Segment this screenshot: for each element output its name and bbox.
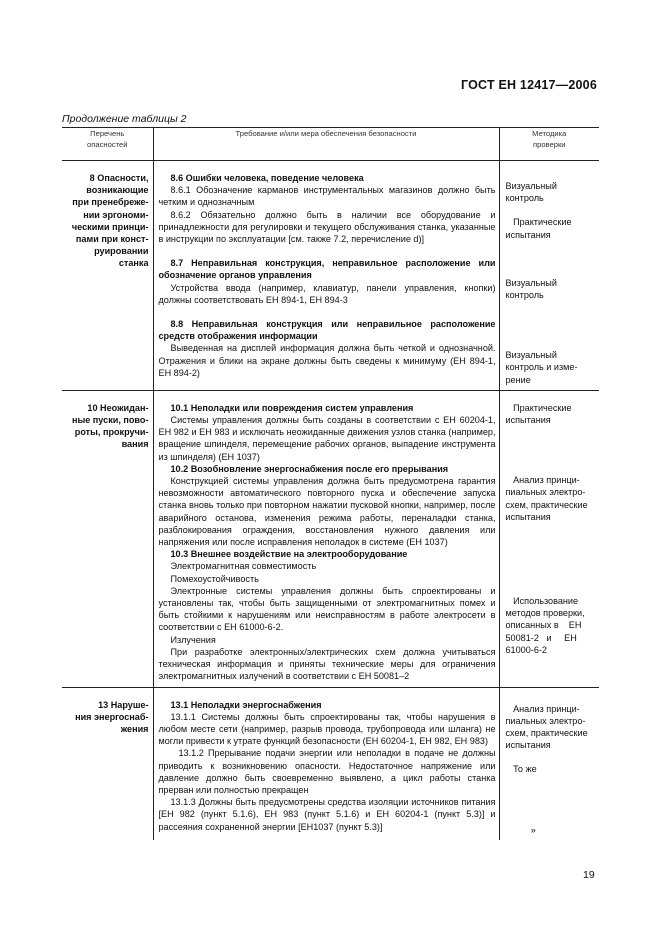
table-row (62, 161, 599, 391)
table-body (62, 161, 599, 840)
hazard-line: 10 Неожидан- (87, 402, 149, 413)
paragraph-gap (159, 306, 496, 318)
verification-line: пиальных электро- (505, 715, 586, 726)
verification-line: контроль и изме- (505, 362, 578, 373)
hazard-line: пами при конст- (75, 234, 149, 245)
requirement-paragraph: Выведенная на дисплей информация должна быть четкой и однозначной. Отражения и блики на экране должны быть сведены к минимуму (ЕН 894-1, ЕН 894-2) (158, 343, 496, 378)
requirement-cell (153, 161, 499, 391)
verification-method (506, 763, 599, 775)
verification-line: Анализ принци- (505, 703, 580, 714)
verification-line: испытания (505, 740, 551, 751)
hazard-line: ческими принци- (71, 221, 149, 232)
requirement-paragraph: Излучения (170, 634, 216, 645)
verification-method (506, 824, 599, 836)
verification-line: Анализ принци- (505, 475, 580, 486)
hazard-line: станка (118, 258, 149, 269)
requirement-paragraph: 13.1.3 Должны быть предусмотрены средства изоляции источников питания [ЕН 982 (пункт 5.1.6), ЕН 983 (пункт 5.1.6) и ЕН 60204-1 (пункт 5.3)] и рассеяния сохраненной энергии [ЕН1037 (пункт 5.3)] (158, 797, 496, 832)
table-row (62, 687, 599, 840)
verification-line: Визуальный (505, 277, 557, 288)
requirement-cell (153, 390, 499, 687)
requirement-paragraph: 8.6.1 Обозначение карманов инструментальных магазинов должно быть четким и однозначным (158, 185, 496, 208)
hazard-line: возникающие (86, 185, 149, 196)
verification-line: рение (505, 374, 531, 385)
table-header-row (62, 128, 599, 161)
verification-line: Использование (505, 596, 579, 607)
verification-line: То же (505, 764, 537, 775)
verification-line: Практические (505, 217, 572, 228)
verification-line: испытания (505, 415, 551, 426)
verification-line: 61000-6-2 (505, 644, 547, 655)
column-header-hazards (62, 128, 153, 161)
requirement-paragraph: Конструкцией системы управления должна быть предусмотрена гарантия невозможности автоматического повторного пуска и обеспечение запуска станка вновь только при повторном нажатии пусковой кнопки, например, после аварийного останова, изменения режима работы, переналадки станка, разблокирования ограждения, восстановления нужного давления или напряжения или после исправления неполадок в системе (ЕН 1037) (158, 476, 496, 548)
verification-line: описанных в ЕН (505, 620, 582, 631)
paragraph-gap (159, 245, 496, 257)
requirement-paragraph: Системы управления должны быть созданы в соответствии с ЕН 60204-1, ЕН 982 и ЕН 983 и исключать неожиданные движения узлов станка (например, вращение шпинделя, перемещение рабочих органов, выпадение инструмента из шпинделя) (ЕН 1037) (158, 415, 496, 462)
column-header-line: опасностей (87, 140, 128, 149)
verification-line: испытания (505, 229, 551, 240)
hazard-line: при пренебреже- (72, 197, 149, 208)
requirement-heading: 8.8 Неправильная конструкция или неправильное расположение средств отображения информации (158, 319, 496, 342)
hazard-line: вания (121, 439, 149, 450)
requirement-paragraph: 8.6.2 Обязательно должно быть в наличии все оборудование и принадлежности для регулировки и текущего обслуживания станка, указанные в инструкции по эксплуатации [см. также 7.2, перечисление d)] (158, 209, 496, 245)
verification-line: Практические (505, 402, 572, 413)
requirement-paragraph: Электронные системы управления должны быть спроектированы и установлены так, чтобы быть защищенными от электромагнитных помех и быть стойкими к нарушениям или неисправностям в работе электросети в соответствии с ЕН 61000-6-2. (158, 585, 496, 633)
column-header-line: Перечень (90, 129, 125, 138)
hazard-line: 8 Опасности, (89, 173, 149, 183)
verification-line: схем, практические (505, 499, 588, 510)
column-header-requirements (153, 128, 499, 161)
verification-method (506, 180, 599, 204)
verification-line: контроль (505, 193, 544, 204)
hazard-cell (62, 390, 153, 687)
verification-cell (499, 390, 599, 687)
table-row (62, 390, 599, 687)
requirement-heading: 10.3 Внешнее воздействие на электрооборудование (170, 549, 408, 560)
requirement-heading: 10.2 Возобновление энергоснабжения после его прерывания (170, 463, 449, 474)
hazard-line: руировании (94, 246, 149, 257)
hazard-line: ные пуски, пово- (71, 415, 149, 426)
hazard-line: 13 Наруше- (98, 699, 149, 710)
requirement-paragraph: Помехоустойчивость (170, 573, 259, 584)
safety-requirements-table (62, 127, 599, 840)
table-continuation-caption: Продолжение таблицы 2 (62, 113, 187, 125)
hazard-line: нии эргономи- (83, 209, 149, 220)
verification-line: 50081-2 и ЕН (505, 632, 577, 643)
hazard-line: жения (120, 723, 149, 734)
hazard-cell (62, 161, 153, 391)
verification-line: контроль (505, 290, 544, 301)
requirement-paragraph: 13.1.1 Системы должны быть спроектированы так, чтобы нарушения в любом месте сети (например, разрыв провода, трубопровода или шланга) не могли привести к утрате функций безопасности (ЕН 60204-1, ЕН 982, ЕН 983) (158, 711, 496, 747)
verification-method (506, 349, 599, 386)
verification-method (506, 216, 599, 240)
column-header-line: Методика (532, 129, 567, 138)
column-header-line: Требование и/или мера обеспечения безопасности (235, 129, 417, 138)
requirement-cell (153, 687, 499, 840)
hazard-line: ния энергоснаб- (75, 711, 149, 722)
verification-line: методов проверки, (505, 608, 585, 619)
document-standard-number: ГОСТ ЕН 12417—2006 (461, 78, 597, 92)
requirement-paragraph: При разработке электронных/электрических схем должна учитываться техническая информация и приняты технические меры для ограничения электромагнитных излучений в соответствии с ЕН 50081–2 (158, 646, 496, 682)
requirement-heading: 13.1 Неполадки энергоснабжения (170, 699, 322, 710)
requirement-paragraph: Устройства ввода (например, клавиатур, панели управления, кнопки) должны соответствовать ЕН 894-1, ЕН 894-3 (158, 282, 496, 305)
requirement-heading: 10.1 Неполадки или повреждения систем управления (170, 402, 414, 413)
verification-method (506, 402, 599, 426)
verification-line: » (505, 824, 536, 835)
requirement-paragraph: 13.1.2 Прерывание подачи энергии или неполадки в подаче не должны приводить к возникновению опасности. Недостаточное напряжение или давление должно быть своевременно выявлено, а цикл работы станка прерван или полностью прекращен (158, 748, 496, 795)
requirement-paragraph: Электромагнитная совместимость (170, 561, 317, 572)
column-header-line: проверки (532, 140, 566, 149)
hazard-line: роты, прокручи- (74, 427, 149, 438)
verification-method (506, 277, 599, 301)
verification-line: испытания (505, 511, 551, 522)
verification-method (506, 703, 599, 752)
verification-cell (499, 687, 599, 840)
hazard-cell (62, 687, 153, 840)
verification-line: пиальных электро- (505, 487, 586, 498)
verification-line: Визуальный (505, 181, 557, 191)
requirement-heading: 8.7 Неправильная конструкция, неправильное расположение или обозначение органов управления (158, 258, 496, 281)
verification-line: Визуальный (505, 350, 557, 361)
verification-cell (499, 161, 599, 391)
verification-method (506, 474, 599, 523)
page-number: 19 (583, 869, 595, 881)
column-header-verification (499, 128, 599, 161)
verification-line: схем, практические (505, 727, 588, 738)
verification-method (506, 595, 599, 656)
requirement-heading: 8.6 Ошибки человека, поведение человека (170, 173, 364, 183)
